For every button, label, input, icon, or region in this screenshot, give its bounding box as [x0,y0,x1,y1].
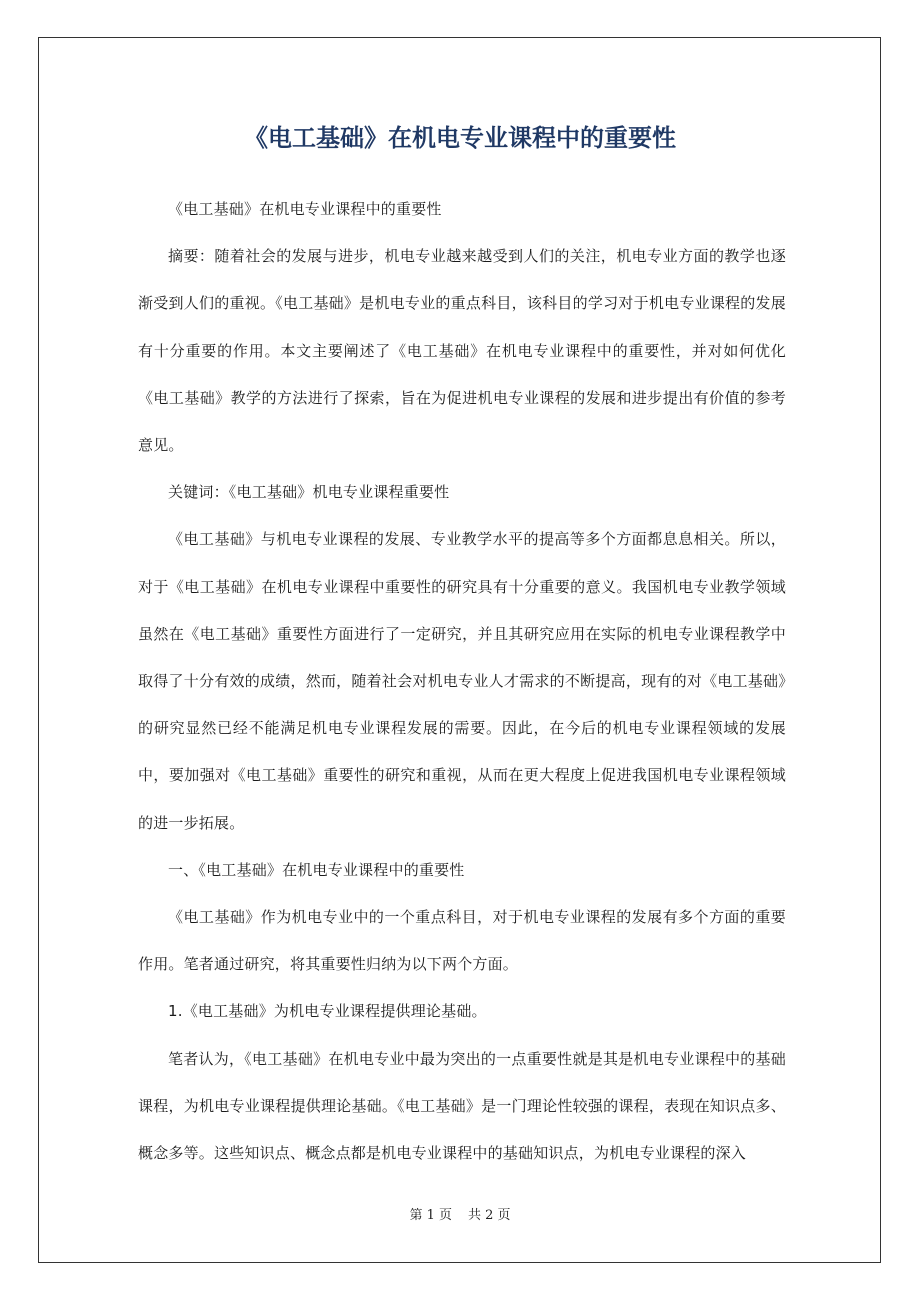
subsection-heading-1: 1.《电工基础》为机电专业课程提供理论基础。 [168,1002,487,1021]
document-body [138,186,786,1177]
paragraph-subsection-1: 笔者认为，《电工基础》在机电专业中最为突出的一点重要性就是其是机电专业课程中的基础课程，为机电专业课程提供理论基础。《电工基础》是一门理论性较强的课程，表现在知识点多、概念多等。这些知识点、概念点都是机电专业课程中的基础知识点，为机电专业课程的深入 [138,1049,786,1163]
section-heading-1: 一、《电工基础》在机电专业课程中的重要性 [168,860,465,879]
paragraph-abstract: 摘要：随着社会的发展与进步，机电专业越来越受到人们的关注，机电专业方面的教学也逐渐受到人们的重视。《电工基础》是机电专业的重点科目，该科目的学习对于机电专业课程的发展有十分重要的作用。本文主要阐述了《电工基础》在机电专业课程中的重要性，并对如何优化《电工基础》教学的方法进行了探索，旨在为促进机电专业课程的发展和进步提出有价值的参考意见。 [138,247,786,455]
paragraph-keywords: 关键词：《电工基础》机电专业课程重要性 [168,483,450,502]
paragraph-section-1: 《电工基础》作为机电专业中的一个重点科目，对于机电专业课程的发展有多个方面的重要作用。笔者通过研究，将其重要性归纳为以下两个方面。 [138,908,786,974]
page-footer [0,1205,920,1227]
paragraph-intro: 《电工基础》与机电专业课程的发展、专业教学水平的提高等多个方面都息息相关。所以，对于《电工基础》在机电专业课程中重要性的研究具有十分重要的意义。我国机电专业教学领域虽然在《电工基础》重要性方面进行了一定研究，并且其研究应用在实际的机电专业课程教学中取得了十分有效的成绩，然而，随着社会对机电专业人才需求的不断提高，现有的对《电工基础》的研究显然已经不能满足机电专业课程发展的需要。因此，在今后的机电专业课程领域的发展中，要加强对《电工基础》重要性的研究和重视，从而在更大程度上促进我国机电专业课程领域的进一步拓展。 [138,530,786,832]
paragraph-subtitle: 《电工基础》在机电专业课程中的重要性 [168,200,442,218]
page-total: 共 2 页 [468,1208,511,1223]
document-title: 《电工基础》在机电专业课程中的重要性 [244,124,676,152]
page-number: 第 1 页 [409,1208,452,1223]
